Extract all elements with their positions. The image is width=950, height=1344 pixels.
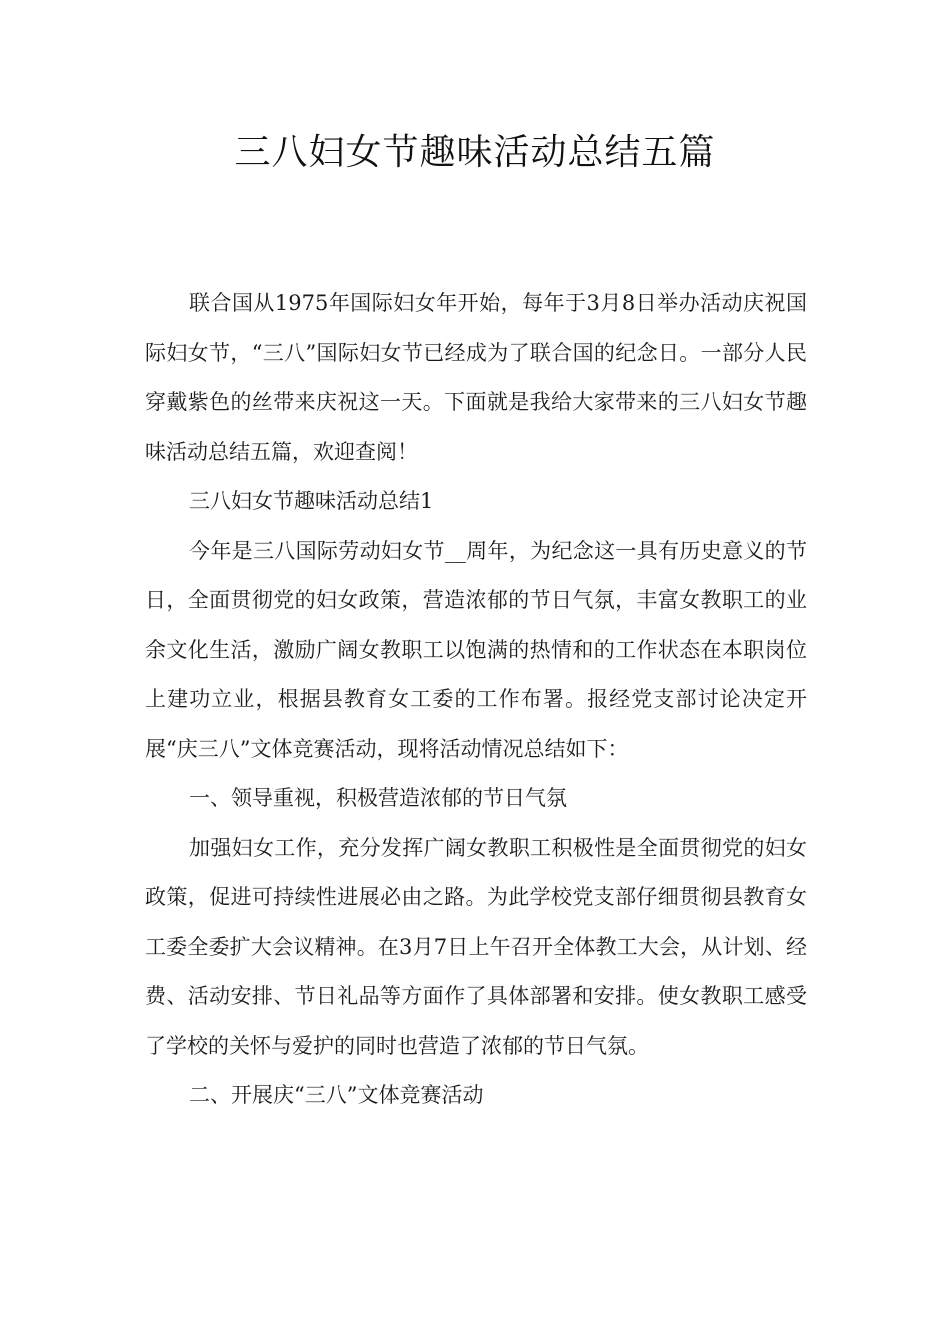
intro-paragraph: 联合国从1975年国际妇女年开始，每年于3月8日举办活动庆祝国际妇女节，“三八”国际妇女节已经成为了联合国的纪念日。一部分人民穿戴紫色的丝带来庆祝这一天。下面就是我给大家带来的三八妇女节趣味活动总结五篇，欢迎查阅！	[145, 291, 807, 464]
body-paragraph: 加强妇女工作，充分发挥广阔女教职工积极性是全面贯彻党的妇女政策，促进可持续性进展必由之路。为此学校党支部仔细贯彻县教育女工委全委扩大会议精神。在3月7日上午召开全体教工大会，从计划、经费、活动安排、节日礼品等方面作了具体部署和安排。使女教职工感受了学校的关怀与爱护的同时也营造了浓郁的节日气氛。	[145, 835, 807, 1058]
section-heading-part-2: 二、开展庆“三八”文体竞赛活动	[189, 1083, 484, 1107]
document-title: 三八妇女节趣味活动总结五篇	[234, 132, 716, 173]
section-heading-summary-1: 三八妇女节趣味活动总结1	[189, 489, 434, 513]
section-heading-part-1: 一、领导重视，积极营造浓郁的节日气氛	[189, 786, 567, 810]
body-paragraph: 今年是三八国际劳动妇女节__周年，为纪念这一具有历史意义的节日，全面贯彻党的妇女政策，营造浓郁的节日气氛，丰富女教职工的业余文化生活，激励广阔女教职工以饱满的热情和的工作状态在本职岗位上建功立业，根据县教育女工委的工作布署。报经党支部讨论决定开展“庆三八”文体竞赛活动，现将活动情况总结如下：	[145, 538, 807, 761]
document-body	[145, 279, 807, 1121]
